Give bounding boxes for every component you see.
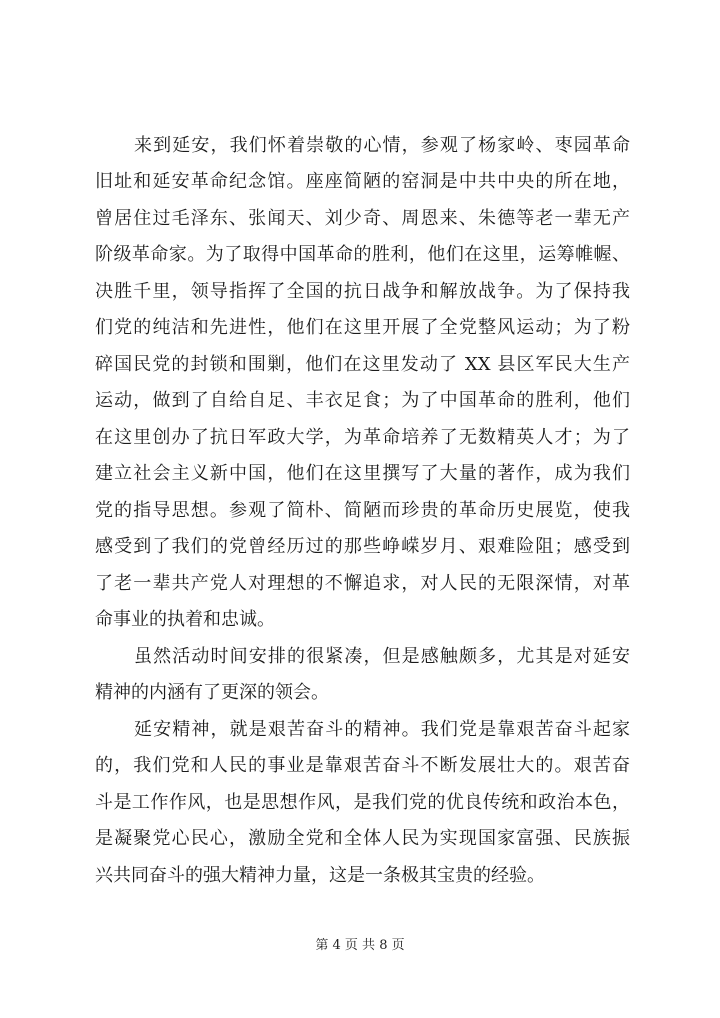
paragraph-1-line-10: 建立社会主义新中国，他们在这里撰写了大量的著作，成为我们 [95, 463, 630, 484]
paragraph-1-line-7: 碎国民党的封锁和围剿，他们在这里发动了 XX 县区军民大生产 [95, 354, 630, 375]
paragraph-2-line-1: 虽然活动时间安排的很紧凑，但是感触颇多，尤其是对延安 [134, 646, 630, 667]
paragraph-1-line-5: 决胜千里，领导指挥了全国的抗日战争和解放战争。为了保持我 [95, 281, 630, 302]
paragraph-1-line-8: 运动，做到了自给自足、丰衣足食；为了中国革命的胜利，他们 [95, 390, 630, 411]
paragraph-1-line-2: 旧址和延安革命纪念馆。座座简陋的窑洞是中共中央的所在地， [95, 171, 630, 192]
paragraph-1-line-6: 们党的纯洁和先进性，他们在这里开展了全党整风运动；为了粉 [95, 317, 630, 338]
paragraph-1-line-3: 曾居住过毛泽东、张闻天、刘少奇、周恩来、朱德等老一辈无产 [95, 208, 630, 229]
paragraph-1-line-11: 党的指导思想。参观了简朴、简陋而珍贵的革命历史展览，使我 [95, 500, 630, 521]
paragraph-1-line-9: 在这里创办了抗日军政大学，为革命培养了无数精英人才；为了 [95, 427, 630, 448]
paragraph-3-line-1: 延安精神，就是艰苦奋斗的精神。我们党是靠艰苦奋斗起家 [134, 719, 630, 740]
paragraph-2-line-2: 精神的内涵有了更深的领会。 [95, 682, 329, 703]
paragraph-1-line-13: 了老一辈共产党人对理想的不懈追求，对人民的无限深情，对革 [95, 573, 630, 594]
page-number-footer: 第 4 页 共 8 页 [315, 938, 405, 953]
paragraph-3-line-4: 是凝聚党心民心，激励全党和全体人民为实现国家富强、民族振 [95, 828, 630, 849]
paragraph-1-line-14: 命事业的执着和忠诚。 [95, 609, 275, 630]
paragraph-3-line-3: 斗是工作作风，也是思想作风，是我们党的优良传统和政治本色， [95, 792, 630, 813]
paragraph-1-line-12: 感受到了我们的党曾经历过的那些峥嵘岁月、艰难险阻；感受到 [95, 536, 630, 557]
paragraph-3-line-2: 的，我们党和人民的事业是靠艰苦奋斗不断发展壮大的。艰苦奋 [95, 755, 630, 776]
paragraph-1-line-4: 阶级革命家。为了取得中国革命的胜利，他们在这里，运筹帷幄、 [95, 244, 630, 265]
paragraph-1-line-1: 来到延安，我们怀着崇敬的心情，参观了杨家岭、枣园革命 [134, 135, 630, 156]
paragraph-3-line-5: 兴共同奋斗的强大精神力量，这是一条极其宝贵的经验。 [95, 865, 545, 886]
